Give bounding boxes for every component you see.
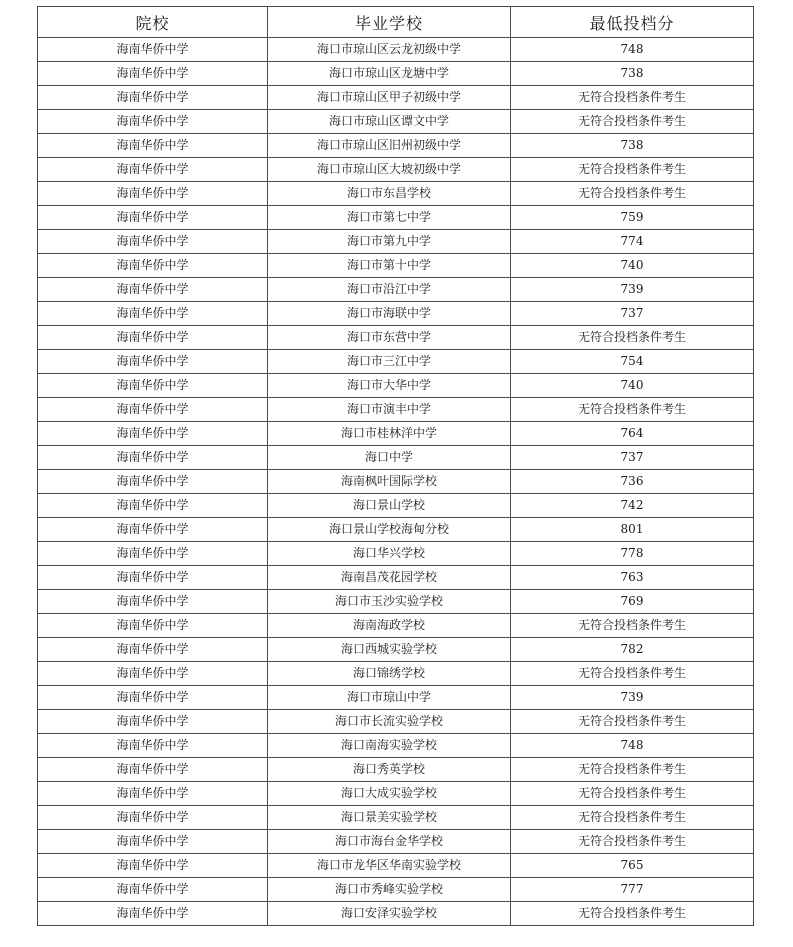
table-row bbox=[38, 206, 754, 230]
cell-min-score: 无符合投档条件考生 bbox=[511, 614, 754, 638]
cell-school: 海南华侨中学 bbox=[38, 398, 268, 422]
cell-school: 海南华侨中学 bbox=[38, 878, 268, 902]
cell-school: 海南华侨中学 bbox=[38, 782, 268, 806]
cell-school: 海南华侨中学 bbox=[38, 614, 268, 638]
table-row bbox=[38, 38, 754, 62]
cell-min-score: 无符合投档条件考生 bbox=[511, 326, 754, 350]
cell-min-score: 740 bbox=[511, 254, 754, 278]
cell-min-score: 742 bbox=[511, 494, 754, 518]
cell-school: 海南华侨中学 bbox=[38, 734, 268, 758]
table-row bbox=[38, 518, 754, 542]
admission-score-table-container bbox=[37, 6, 753, 926]
cell-graduation-school: 海口市东营中学 bbox=[268, 326, 511, 350]
cell-graduation-school: 海口景山学校海甸分校 bbox=[268, 518, 511, 542]
table-row bbox=[38, 134, 754, 158]
cell-school: 海南华侨中学 bbox=[38, 62, 268, 86]
cell-graduation-school: 海南海政学校 bbox=[268, 614, 511, 638]
cell-graduation-school: 海口市东昌学校 bbox=[268, 182, 511, 206]
cell-graduation-school: 海口市长流实验学校 bbox=[268, 710, 511, 734]
cell-graduation-school: 海口市琼山区谭文中学 bbox=[268, 110, 511, 134]
cell-school: 海南华侨中学 bbox=[38, 638, 268, 662]
cell-graduation-school: 海口市第七中学 bbox=[268, 206, 511, 230]
cell-school: 海南华侨中学 bbox=[38, 230, 268, 254]
cell-school: 海南华侨中学 bbox=[38, 110, 268, 134]
cell-school: 海南华侨中学 bbox=[38, 374, 268, 398]
cell-min-score: 无符合投档条件考生 bbox=[511, 758, 754, 782]
cell-school: 海南华侨中学 bbox=[38, 590, 268, 614]
cell-min-score: 769 bbox=[511, 590, 754, 614]
cell-school: 海南华侨中学 bbox=[38, 158, 268, 182]
cell-min-score: 763 bbox=[511, 566, 754, 590]
table-row bbox=[38, 662, 754, 686]
cell-school: 海南华侨中学 bbox=[38, 566, 268, 590]
cell-graduation-school: 海口西城实验学校 bbox=[268, 638, 511, 662]
cell-graduation-school: 海口华兴学校 bbox=[268, 542, 511, 566]
cell-graduation-school: 海口中学 bbox=[268, 446, 511, 470]
table-row bbox=[38, 230, 754, 254]
table-row bbox=[38, 398, 754, 422]
cell-min-score: 739 bbox=[511, 686, 754, 710]
cell-school: 海南华侨中学 bbox=[38, 302, 268, 326]
cell-min-score: 801 bbox=[511, 518, 754, 542]
cell-school: 海南华侨中学 bbox=[38, 470, 268, 494]
cell-min-score: 无符合投档条件考生 bbox=[511, 662, 754, 686]
table-row bbox=[38, 254, 754, 278]
cell-school: 海南华侨中学 bbox=[38, 422, 268, 446]
table-row bbox=[38, 470, 754, 494]
cell-min-score: 无符合投档条件考生 bbox=[511, 710, 754, 734]
cell-school: 海南华侨中学 bbox=[38, 518, 268, 542]
cell-school: 海南华侨中学 bbox=[38, 134, 268, 158]
table-row bbox=[38, 830, 754, 854]
cell-school: 海南华侨中学 bbox=[38, 710, 268, 734]
cell-school: 海南华侨中学 bbox=[38, 542, 268, 566]
cell-school: 海南华侨中学 bbox=[38, 182, 268, 206]
cell-min-score: 740 bbox=[511, 374, 754, 398]
cell-graduation-school: 海口市琼山中学 bbox=[268, 686, 511, 710]
cell-graduation-school: 海口市玉沙实验学校 bbox=[268, 590, 511, 614]
cell-min-score: 759 bbox=[511, 206, 754, 230]
table-row bbox=[38, 110, 754, 134]
table-body bbox=[38, 38, 754, 926]
cell-min-score: 764 bbox=[511, 422, 754, 446]
cell-min-score: 774 bbox=[511, 230, 754, 254]
cell-graduation-school: 海口市龙华区华南实验学校 bbox=[268, 854, 511, 878]
table-row bbox=[38, 278, 754, 302]
table-row bbox=[38, 782, 754, 806]
header-row bbox=[38, 7, 754, 38]
cell-school: 海南华侨中学 bbox=[38, 662, 268, 686]
cell-min-score: 777 bbox=[511, 878, 754, 902]
header-school: 院校 bbox=[38, 7, 268, 38]
cell-min-score: 738 bbox=[511, 134, 754, 158]
table-header bbox=[38, 7, 754, 38]
table-row bbox=[38, 542, 754, 566]
table-row bbox=[38, 374, 754, 398]
table-row bbox=[38, 590, 754, 614]
cell-min-score: 748 bbox=[511, 38, 754, 62]
cell-min-score: 无符合投档条件考生 bbox=[511, 782, 754, 806]
cell-school: 海南华侨中学 bbox=[38, 350, 268, 374]
table-row bbox=[38, 350, 754, 374]
cell-graduation-school: 海口市秀峰实验学校 bbox=[268, 878, 511, 902]
table-row bbox=[38, 734, 754, 758]
cell-school: 海南华侨中学 bbox=[38, 254, 268, 278]
cell-school: 海南华侨中学 bbox=[38, 446, 268, 470]
cell-school: 海南华侨中学 bbox=[38, 830, 268, 854]
table-row bbox=[38, 758, 754, 782]
cell-graduation-school: 海口市桂林洋中学 bbox=[268, 422, 511, 446]
cell-graduation-school: 海口市琼山区旧州初级中学 bbox=[268, 134, 511, 158]
cell-min-score: 736 bbox=[511, 470, 754, 494]
table-row bbox=[38, 878, 754, 902]
table-row bbox=[38, 62, 754, 86]
cell-school: 海南华侨中学 bbox=[38, 902, 268, 926]
cell-school: 海南华侨中学 bbox=[38, 86, 268, 110]
table-row bbox=[38, 446, 754, 470]
cell-graduation-school: 海口市大华中学 bbox=[268, 374, 511, 398]
cell-graduation-school: 海口秀英学校 bbox=[268, 758, 511, 782]
table-row bbox=[38, 302, 754, 326]
header-min-score: 最低投档分 bbox=[511, 7, 754, 38]
cell-min-score: 无符合投档条件考生 bbox=[511, 182, 754, 206]
table-row bbox=[38, 326, 754, 350]
cell-graduation-school: 海口景山学校 bbox=[268, 494, 511, 518]
cell-graduation-school: 海南枫叶国际学校 bbox=[268, 470, 511, 494]
cell-graduation-school: 海口大成实验学校 bbox=[268, 782, 511, 806]
cell-min-score: 738 bbox=[511, 62, 754, 86]
cell-graduation-school: 海口市第九中学 bbox=[268, 230, 511, 254]
cell-graduation-school: 海口市琼山区甲子初级中学 bbox=[268, 86, 511, 110]
cell-graduation-school: 海口市琼山区龙塘中学 bbox=[268, 62, 511, 86]
cell-graduation-school: 海口市琼山区云龙初级中学 bbox=[268, 38, 511, 62]
cell-min-score: 无符合投档条件考生 bbox=[511, 902, 754, 926]
table-row bbox=[38, 686, 754, 710]
table-row bbox=[38, 494, 754, 518]
admission-score-table bbox=[37, 6, 754, 926]
cell-graduation-school: 海口市演丰中学 bbox=[268, 398, 511, 422]
cell-min-score: 754 bbox=[511, 350, 754, 374]
cell-graduation-school: 海口南海实验学校 bbox=[268, 734, 511, 758]
cell-school: 海南华侨中学 bbox=[38, 278, 268, 302]
cell-school: 海南华侨中学 bbox=[38, 758, 268, 782]
cell-min-score: 无符合投档条件考生 bbox=[511, 806, 754, 830]
cell-school: 海南华侨中学 bbox=[38, 686, 268, 710]
cell-school: 海南华侨中学 bbox=[38, 494, 268, 518]
cell-min-score: 778 bbox=[511, 542, 754, 566]
cell-school: 海南华侨中学 bbox=[38, 854, 268, 878]
table-row bbox=[38, 806, 754, 830]
table-row bbox=[38, 854, 754, 878]
cell-min-score: 无符合投档条件考生 bbox=[511, 110, 754, 134]
cell-school: 海南华侨中学 bbox=[38, 38, 268, 62]
cell-graduation-school: 海口市第十中学 bbox=[268, 254, 511, 278]
cell-school: 海南华侨中学 bbox=[38, 326, 268, 350]
cell-school: 海南华侨中学 bbox=[38, 806, 268, 830]
table-row bbox=[38, 86, 754, 110]
table-row bbox=[38, 638, 754, 662]
table-row bbox=[38, 158, 754, 182]
table-row bbox=[38, 422, 754, 446]
cell-min-score: 无符合投档条件考生 bbox=[511, 158, 754, 182]
cell-graduation-school: 海口市海台金华学校 bbox=[268, 830, 511, 854]
cell-graduation-school: 海口市琼山区大坡初级中学 bbox=[268, 158, 511, 182]
cell-min-score: 765 bbox=[511, 854, 754, 878]
cell-min-score: 无符合投档条件考生 bbox=[511, 398, 754, 422]
header-graduation-school: 毕业学校 bbox=[268, 7, 511, 38]
table-row bbox=[38, 710, 754, 734]
cell-min-score: 737 bbox=[511, 446, 754, 470]
table-row bbox=[38, 566, 754, 590]
table-row bbox=[38, 182, 754, 206]
cell-graduation-school: 海口安泽实验学校 bbox=[268, 902, 511, 926]
cell-graduation-school: 海南昌茂花园学校 bbox=[268, 566, 511, 590]
cell-graduation-school: 海口锦绣学校 bbox=[268, 662, 511, 686]
table-row bbox=[38, 614, 754, 638]
cell-graduation-school: 海口市沿江中学 bbox=[268, 278, 511, 302]
cell-min-score: 无符合投档条件考生 bbox=[511, 830, 754, 854]
cell-min-score: 737 bbox=[511, 302, 754, 326]
cell-school: 海南华侨中学 bbox=[38, 206, 268, 230]
cell-graduation-school: 海口景美实验学校 bbox=[268, 806, 511, 830]
cell-min-score: 782 bbox=[511, 638, 754, 662]
cell-min-score: 739 bbox=[511, 278, 754, 302]
cell-min-score: 748 bbox=[511, 734, 754, 758]
table-row bbox=[38, 902, 754, 926]
cell-graduation-school: 海口市海联中学 bbox=[268, 302, 511, 326]
cell-min-score: 无符合投档条件考生 bbox=[511, 86, 754, 110]
cell-graduation-school: 海口市三江中学 bbox=[268, 350, 511, 374]
